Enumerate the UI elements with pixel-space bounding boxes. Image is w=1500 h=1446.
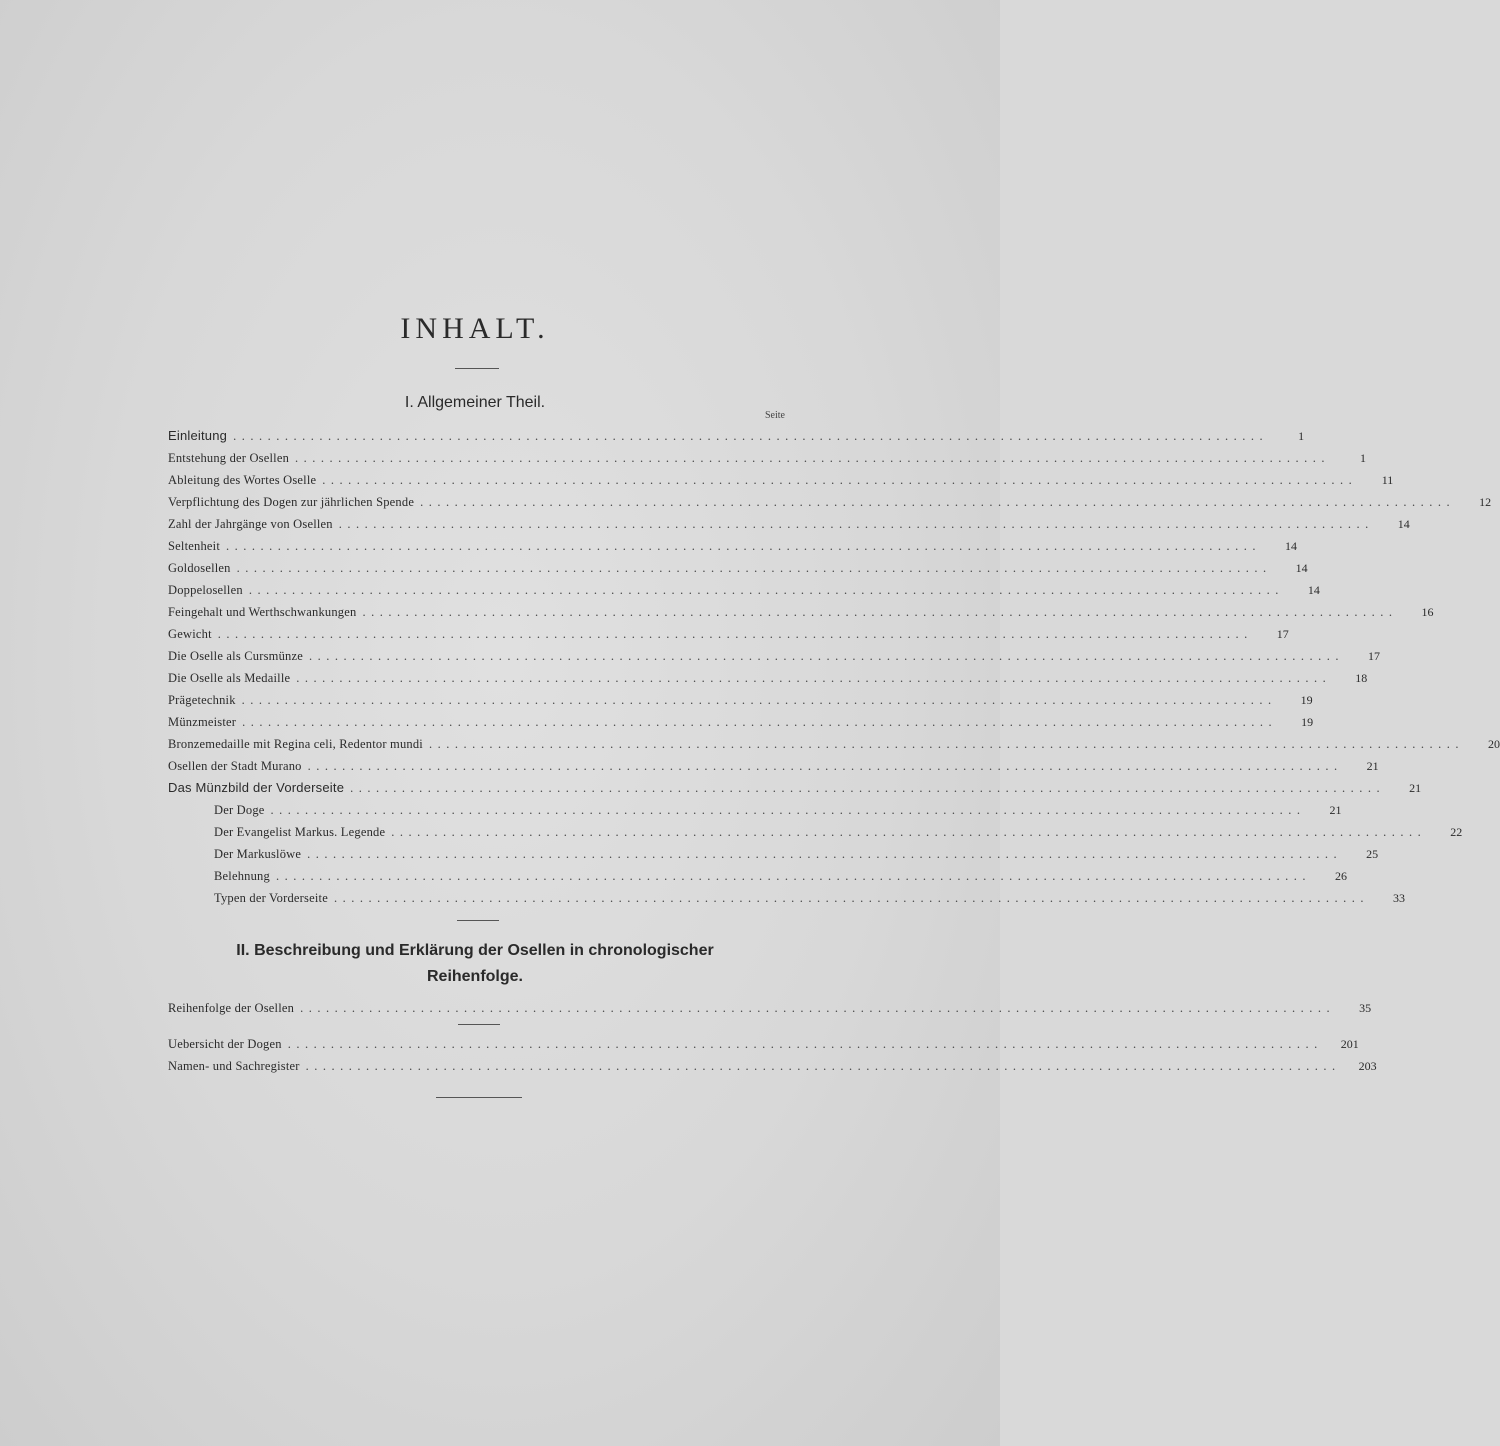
toc-entry-label: Osellen der Stadt Murano: [168, 759, 302, 773]
toc-entry-page: 12: [1479, 495, 1492, 509]
toc-entry-label: Doppelosellen: [168, 583, 243, 597]
toc-sub-entry: [214, 800, 1342, 820]
toc-leader: ........................................................................................................................: [236, 561, 1272, 575]
toc-entry-page: 21: [1409, 781, 1422, 795]
part1-heading: I. Allgemeiner Theil.: [404, 394, 546, 411]
toc-entry: [168, 492, 1492, 512]
toc-entry-page: 19: [1301, 715, 1314, 729]
toc-entry-label: Die Oselle als Medaille: [168, 671, 291, 685]
toc-entry: [168, 1056, 1377, 1076]
toc-entry-page: 21: [1329, 803, 1342, 817]
part2-heading-line2: Reihenfolge.: [426, 968, 523, 985]
toc-leader: ........................................................................................................................: [322, 473, 1358, 487]
toc-entry-label: Münzmeister: [168, 715, 237, 729]
toc-entry-label: Prägetechnik: [168, 693, 236, 707]
toc-entry-page: 21: [1366, 759, 1379, 773]
title-rule: [455, 368, 499, 369]
toc-sub-entry: [214, 866, 1347, 886]
toc-entry-label: Der Markuslöwe: [214, 847, 302, 861]
toc-leader: ........................................................................................................................: [295, 451, 1331, 465]
toc-leader: ........................................................................................................................: [226, 539, 1261, 553]
toc-entry: [168, 470, 1394, 490]
toc-entry-page: 14: [1307, 583, 1320, 597]
toc-entry-label: Gewicht: [168, 627, 212, 641]
toc-entry: [168, 558, 1308, 578]
toc-entry: [168, 734, 1500, 754]
toc-leader: ........................................................................................................................: [296, 671, 1332, 685]
toc-entry-label: Zahl der Jahrgänge von Osellen: [168, 517, 333, 531]
toc-leader: ........................................................................................................................: [217, 627, 1253, 641]
toc-entry-label: Belehnung: [214, 869, 270, 883]
toc-entry-page: 14: [1397, 517, 1410, 531]
toc-entry-page: 17: [1276, 627, 1289, 641]
toc-entry: [168, 426, 1305, 446]
toc-entry-label: Der Evangelist Markus. Legende: [214, 825, 386, 839]
toc-entry-label: Verpflichtung des Dogen zur jährlichen Spende: [168, 495, 415, 509]
toc-entry: [168, 536, 1297, 556]
toc-entry-page: 19: [1300, 693, 1313, 707]
toc-leader: ........................................................................................................................: [233, 429, 1269, 443]
toc-entry: [168, 668, 1368, 688]
toc-entry-label: Einleitung: [168, 428, 228, 443]
toc-sub-entry: [214, 844, 1379, 864]
toc-entry-page: 26: [1334, 869, 1347, 883]
toc-leader: ........................................................................................................................: [420, 495, 1456, 509]
toc-entry-page: 17: [1367, 649, 1380, 663]
toc-entry: [168, 998, 1372, 1018]
toc-leader: ........................................................................................................................: [350, 781, 1386, 795]
toc-leader: ........................................................................................................................: [275, 869, 1311, 883]
toc-entry-page: 16: [1421, 605, 1434, 619]
toc-entry: [168, 514, 1410, 534]
toc-entry: [168, 756, 1379, 776]
toc-entry-label: Das Münzbild der Vorderseite: [168, 780, 345, 795]
toc-entry-page: 35: [1359, 1001, 1372, 1015]
toc-leader: ........................................................................................................................: [300, 1001, 1336, 1015]
toc-entry-label: Feingehalt und Werthschwankungen: [168, 605, 357, 619]
toc-entry-page: 14: [1295, 561, 1308, 575]
toc-leader: ........................................................................................................................: [391, 825, 1427, 839]
toc-entry-page: 203: [1358, 1059, 1377, 1073]
section-rule: [457, 920, 499, 921]
toc-entry-page: 22: [1450, 825, 1463, 839]
page-column-label: Seite: [765, 410, 785, 421]
toc-entry-page: 1: [1360, 451, 1367, 465]
page-title: INHALT.: [400, 312, 550, 345]
toc-entry: [168, 602, 1434, 622]
toc-entry-page: 18: [1355, 671, 1368, 685]
toc-leader: ........................................................................................................................: [242, 715, 1278, 729]
section-rule: [458, 1024, 500, 1025]
toc-entry-label: Die Oselle als Cursmünze: [168, 649, 303, 663]
toc-entry-label: Bronzemedaille mit Regina celi, Redentor mundi: [168, 737, 423, 751]
toc-entry-page: 14: [1285, 539, 1297, 553]
toc-leader: ........................................................................................................................: [287, 1037, 1323, 1051]
toc-entry-label: Namen- und Sachregister: [168, 1059, 300, 1073]
end-rule: [436, 1097, 522, 1098]
part2-heading-line1: II. Beschreibung und Erklärung der Osellen in chronologischer: [236, 942, 714, 959]
toc-entry: [168, 624, 1289, 644]
toc-sub-entry: [214, 822, 1463, 842]
toc-leader: ........................................................................................................................: [241, 693, 1277, 707]
toc-leader: ........................................................................................................................: [270, 803, 1306, 817]
toc-sub-entry: [214, 888, 1405, 908]
toc-entry: [168, 646, 1380, 666]
toc-leader: ........................................................................................................................: [362, 605, 1398, 619]
toc-entry: [168, 778, 1422, 798]
toc-entry-label: Reihenfolge der Osellen: [168, 1001, 295, 1015]
toc-leader: ........................................................................................................................: [333, 891, 1369, 905]
toc-leader: ........................................................................................................................: [248, 583, 1284, 597]
toc-leader: ........................................................................................................................: [305, 1059, 1341, 1073]
toc-leader: ........................................................................................................................: [428, 737, 1464, 751]
toc-entry: [168, 690, 1313, 710]
toc-entry-page: 1: [1298, 429, 1305, 443]
toc-entry: [168, 1034, 1359, 1054]
toc-leader: ........................................................................................................................: [307, 847, 1343, 861]
toc-leader: ........................................................................................................................: [338, 517, 1374, 531]
toc-entry: [168, 580, 1320, 600]
toc-entry-page: 25: [1366, 847, 1379, 861]
toc-entry-label: Goldosellen: [168, 561, 231, 575]
toc-entry-label: Typen der Vorderseite: [214, 891, 328, 905]
toc-entry-label: Seltenheit: [168, 539, 220, 553]
toc-entry-page: 11: [1381, 473, 1394, 487]
toc-entry: [168, 448, 1367, 468]
toc-leader: ........................................................................................................................: [307, 759, 1343, 773]
toc-leader: ........................................................................................................................: [308, 649, 1344, 663]
toc-entry-page: 33: [1392, 891, 1405, 905]
toc-entry-label: Der Doge: [214, 803, 265, 817]
toc-entry-page: 20: [1487, 737, 1500, 751]
toc-entry: [168, 712, 1314, 732]
toc-entry-label: Entstehung der Osellen: [168, 451, 290, 465]
toc-entry-page: 201: [1340, 1037, 1359, 1051]
toc-entry-label: Ableitung des Wortes Oselle: [168, 473, 317, 487]
toc-entry-label: Uebersicht der Dogen: [168, 1037, 282, 1051]
